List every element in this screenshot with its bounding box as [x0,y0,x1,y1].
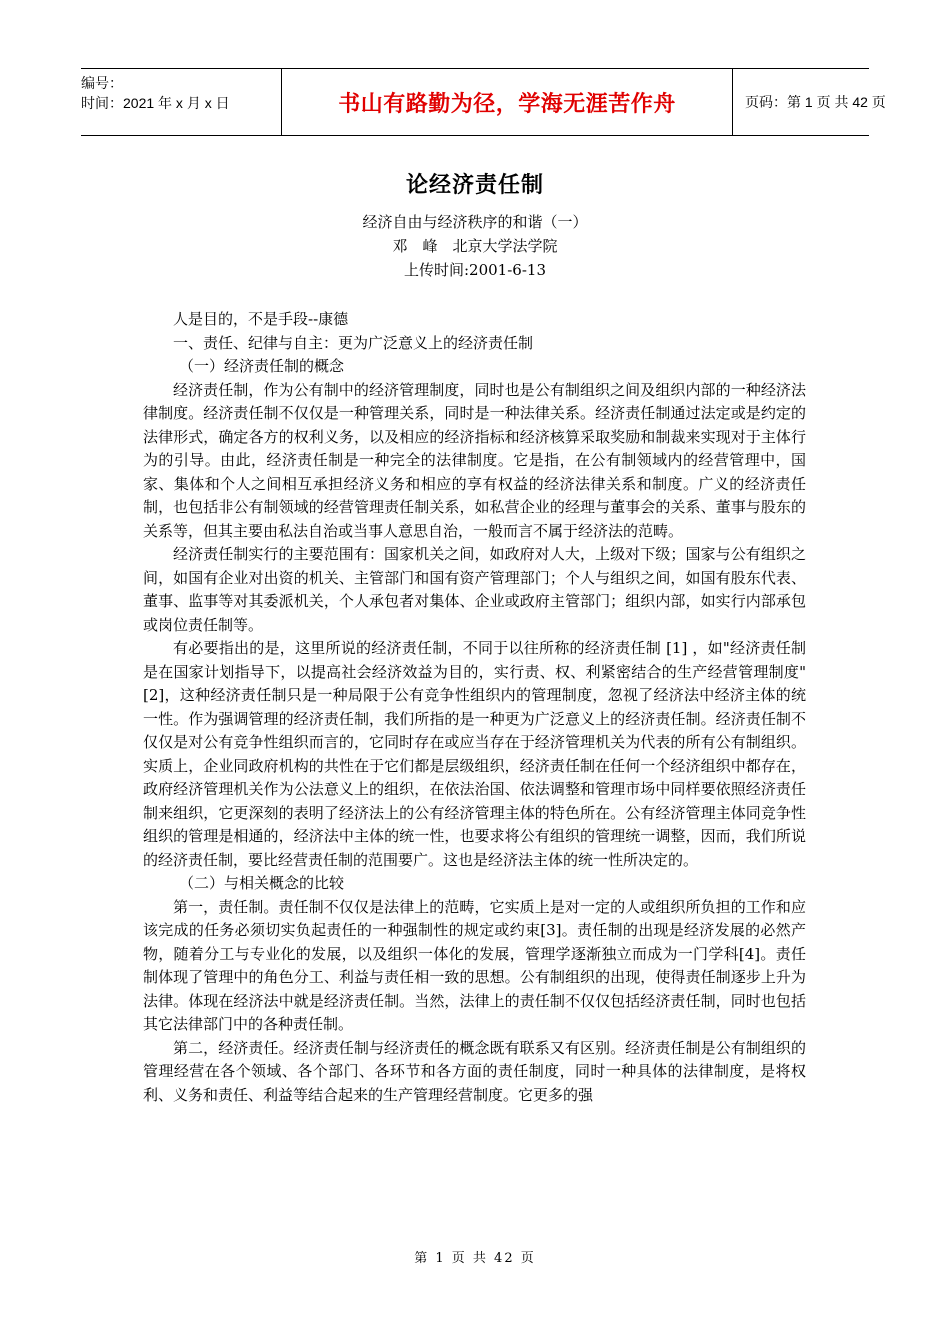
header-motto-cell [281,69,733,135]
body-paragraph: 有必要指出的是，这里所说的经济责任制，不同于以往所称的经济责任制 [1] ，如"经济责任制是在国家计划指导下，以提高社会经济效益为目的，实行责、权、利紧密结合的生产经营管理制度"[2]，这种经济责任制只是一种局限于公有竞争性组织内的管理制度，忽视了经济法中经济主体的统一性。作为强调管理的经济责任制，我们所指的是一种更为广泛意义上的经济责任制。经济责任制不仅仅是对公有竞争性组织而言的，它同时存在或应当存在于经济管理机关为代表的所有公有制组织。实质上，企业同政府机构的共性在于它们都是层级组织，经济责任制在任何一个经济组织中都存在，政府经济管理机关作为公法意义上的组织，在依法治国、依法调整和管理市场中同样要依照经济责任制来组织，它更深刻的表明了经济法上的公有经济管理主体的特色所在。公有经济管理主体同竞争性组织的管理是相通的，经济法中主体的统一性，也要求将公有组织的管理统一调整，因而，我们所说的经济责任制，要比经营责任制的范围要广。这也是经济法主体的统一性所决定的。 [143,639,806,869]
header-meta [81,69,281,135]
number-label: 编号： [81,75,123,91]
doc-author: 邓 峰 北京大学法学院 [392,237,558,255]
time-label: 时间：2021 年 x 月 x 日 [81,95,230,111]
motto: 书山有路勤为径，学海无涯苦作舟 [338,91,676,117]
section-heading: （一）经济责任制的概念 [179,357,345,375]
doc-subtitle: 经济自由与经济秩序的和谐（一） [362,213,588,231]
page-header [81,68,886,136]
body-paragraph: 第二，经济责任。经济责任制与经济责任的概念既有联系又有区别。经济责任制是公有制组织的管理经营在各个领域、各个部门、各环节和各方面的责任制度，同时一种具体的法律制度，是将权利、义务和责任、利益等结合起来的生产管理经营制度。它更多的强 [143,1038,806,1104]
header-page-info: 页码：第 1 页 共 42 页 [745,94,886,110]
doc-title: 论经济责任制 [405,172,544,198]
section-heading: （二）与相关概念的比较 [179,874,345,892]
body-paragraph: 经济责任制实行的主要范围有：国家机关之间，如政府对人大，上级对下级；国家与公有组织之间，如国有企业对出资的机关、主管部门和国有资产管理部门；个人与组织之间，如国有股东代表、董事、监事等对其委派机关，个人承包者对集体、企业或政府主管部门；组织内部，如实行内部承包或岗位责任制等。 [143,545,806,634]
page-footer: 第 1 页 共 42 页 [414,1251,536,1266]
doc-upload-time: 上传时间:2001-6-13 [404,261,546,279]
doc-body [143,308,806,1107]
body-paragraph: 第一，责任制。责任制不仅仅是法律上的范畴，它实质上是对一定的人或组织所负担的工作和应该完成的任务必须切实负起责任的一种强制性的规定或约束[3]。责任制的出现是经济发展的必然产物，随着分工与专业化的发展，以及组织一体化的发展，管理学逐渐独立而成为一门学科[4]。责任制体现了管理中的角色分工、利益与责任相一致的思想。公有制组织的出现，使得责任制逐步上升为法律。体现在经济法中就是经济责任制。当然，法律上的责任制不仅仅包括经济责任制，同时也包括其它法律部门中的各种责任制。 [143,897,806,1033]
section-heading: 人是目的，不是手段--康德 [173,310,349,328]
section-heading: 一、责任、纪律与自主：更为广泛意义上的经济责任制 [173,333,534,352]
body-paragraph: 经济责任制，作为公有制中的经济管理制度，同时也是公有制组织之间及组织内部的一种经济法律制度。经济责任制不仅仅是一种管理关系，同时是一种法律关系。经济责任制通过法定或是约定的法律形式，确定各方的权利义务，以及相应的经济指标和经济核算采取奖励和制裁来实现对于主体行为的引导。由此，经济责任制是一种完全的法律制度。它是指，在公有制领域内的经营管理中，国家、集体和个人之间相互承担经济义务和相应的享有权益的经济法律关系和制度。广义的经济责任制，也包括非公有制领域的经营管理责任制关系，如私营企业的经理与董事会的关系、董事与股东的关系等，但其主要由私法自治或当事人意思自治，一般而言不属于经济法的范畴。 [143,380,806,540]
